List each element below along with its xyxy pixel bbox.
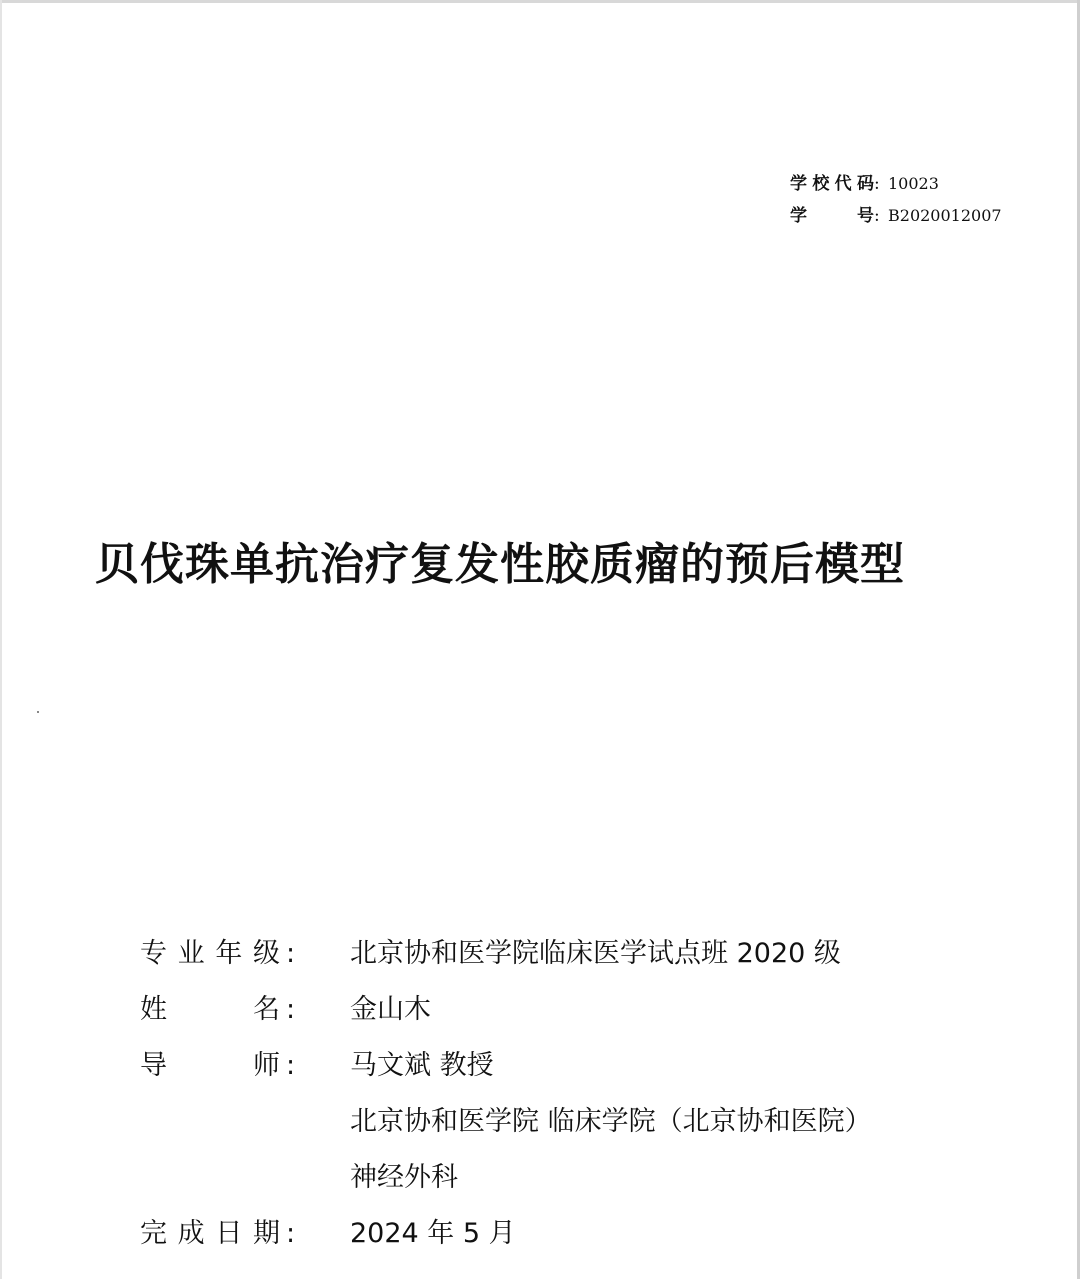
advisor-department-row [140,1156,872,1212]
student-id-value: B2020012007 [888,206,1002,225]
student-id-label: 学号 [790,206,874,226]
school-code-label: 学校代码 [790,174,874,194]
cover-info-block [140,932,872,1268]
school-code-value: 10023 [888,174,939,193]
name-colon: : [286,994,296,1025]
school-code-row [790,168,1002,200]
advisor-value: 马文斌 教授 [350,1050,494,1081]
name-row [140,988,872,1044]
completion-date-colon: : [286,1218,296,1249]
major-value: 北京协和医学院临床医学试点班 2020 级 [350,938,841,969]
name-value: 金山木 [350,994,431,1025]
major-row [140,932,872,988]
major-colon: : [286,938,296,969]
completion-date-value: 2024 年 5 月 [350,1218,516,1249]
scan-top-edge [0,0,1080,3]
scan-left-edge [0,0,2,1279]
advisor-affiliation-line-2: 神经外科 [350,1162,458,1193]
advisor-affiliation-line-1: 北京协和医学院 临床学院（北京协和医院） [350,1106,872,1137]
student-id-colon: : [874,206,880,226]
advisor-colon: : [286,1050,296,1081]
completion-date-row [140,1212,872,1268]
advisor-affiliation-row [140,1100,872,1156]
cover-meta-block [790,168,1002,232]
advisor-row [140,1044,872,1100]
scan-speck [37,711,39,713]
major-label: 专业年级 [140,938,280,969]
student-id-row [790,200,1002,232]
advisor-label: 导师 [140,1050,280,1081]
school-code-colon: : [874,174,880,194]
name-label: 姓名 [140,994,280,1025]
completion-date-label: 完成日期 [140,1218,280,1249]
thesis-title: 贝伐珠单抗治疗复发性胶质瘤的预后模型 [95,539,905,590]
